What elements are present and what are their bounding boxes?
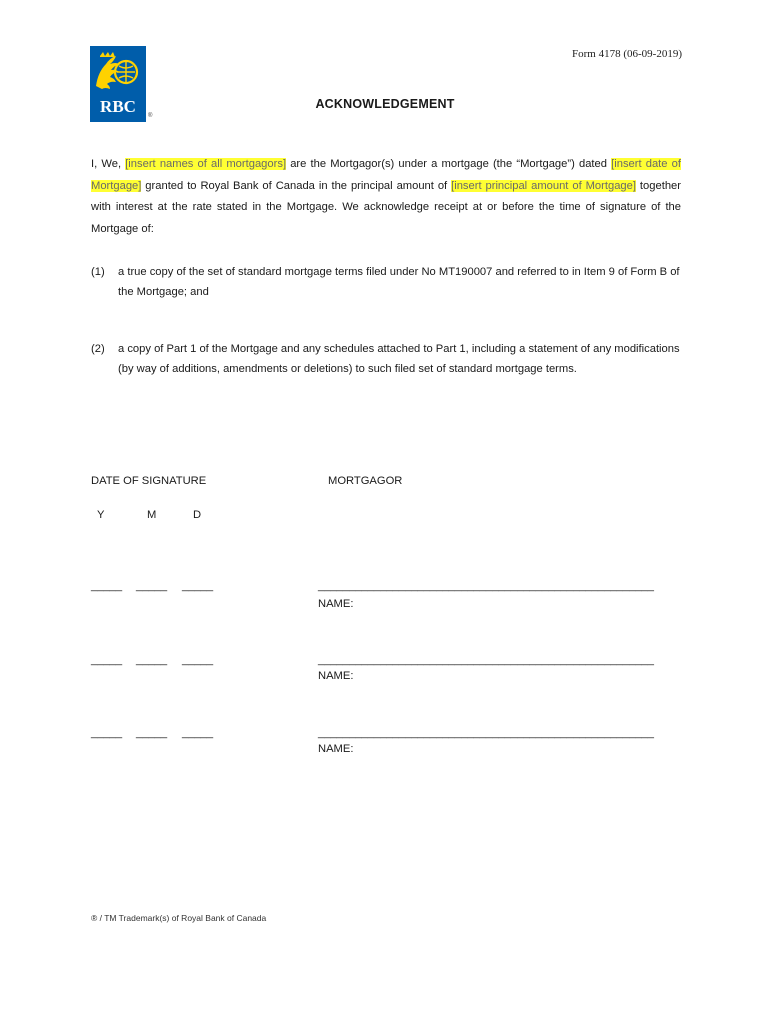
- year-label: Y: [97, 509, 105, 521]
- year-blank[interactable]: _____: [91, 654, 123, 666]
- highlight-mortgagor-names[interactable]: [insert names of all mortgagors]: [125, 158, 287, 170]
- list-item: [91, 339, 681, 379]
- document-title: ACKNOWLEDGEMENT: [315, 97, 455, 111]
- signature-line[interactable]: ______________________________________________________: [318, 580, 654, 592]
- name-label: NAME:: [318, 670, 354, 682]
- trademark-footer: ® / TM Trademark(s) of Royal Bank of Canada: [91, 913, 267, 923]
- month-label: M: [147, 509, 157, 521]
- highlight-principal-amount[interactable]: [insert principal amount of Mortgage]: [451, 179, 636, 192]
- name-label: NAME:: [318, 598, 354, 610]
- year-blank[interactable]: _____: [91, 580, 123, 592]
- highlight-mortgage-date[interactable]: [insert date of Mortgage]: [91, 158, 681, 192]
- logo-text: RBC: [100, 97, 136, 116]
- date-of-signature-label: DATE OF SIGNATURE: [91, 475, 207, 487]
- month-blank[interactable]: _____: [136, 580, 168, 592]
- signature-line[interactable]: ______________________________________________________: [318, 727, 654, 739]
- year-blank[interactable]: _____: [91, 727, 123, 739]
- form-number: Form 4178 (06-09-2019): [572, 48, 682, 60]
- month-blank[interactable]: _____: [136, 654, 168, 666]
- day-blank[interactable]: _____: [182, 654, 214, 666]
- item-text: a true copy of the set of standard mortgage terms filed under No MT190007 and referred to in Item 9 of Form B of the Mortgage; and: [118, 266, 680, 298]
- list-item: [91, 262, 681, 302]
- mortgagor-label: MORTGAGOR: [328, 475, 403, 487]
- signature-line[interactable]: ______________________________________________________: [318, 654, 654, 666]
- item-number: (1): [91, 266, 105, 278]
- name-label: NAME:: [318, 743, 354, 755]
- day-label: D: [193, 509, 202, 521]
- intro-paragraph: I, We, [insert names of all mortgagors] are the Mortgagor(s) under a mortgage (the “Mortgage”) dated [insert date of Mortgage] granted to Royal Bank of Canada in the principal amount of [insert principal amount of Mortgage] together with interest at the rate stated in the Mortgage. We acknowledge receipt at or before the time of signature of the Mortgage of:: [91, 158, 681, 235]
- item-text: a copy of Part 1 of the Mortgage and any schedules attached to Part 1, including a statement of any modifications (by way of additions, amendments or deletions) to such filed set of standard mortgage terms.: [118, 343, 680, 375]
- month-blank[interactable]: _____: [136, 727, 168, 739]
- registered-mark: ®: [148, 113, 153, 119]
- day-blank[interactable]: _____: [182, 727, 214, 739]
- item-number: (2): [91, 343, 105, 355]
- day-blank[interactable]: _____: [182, 580, 214, 592]
